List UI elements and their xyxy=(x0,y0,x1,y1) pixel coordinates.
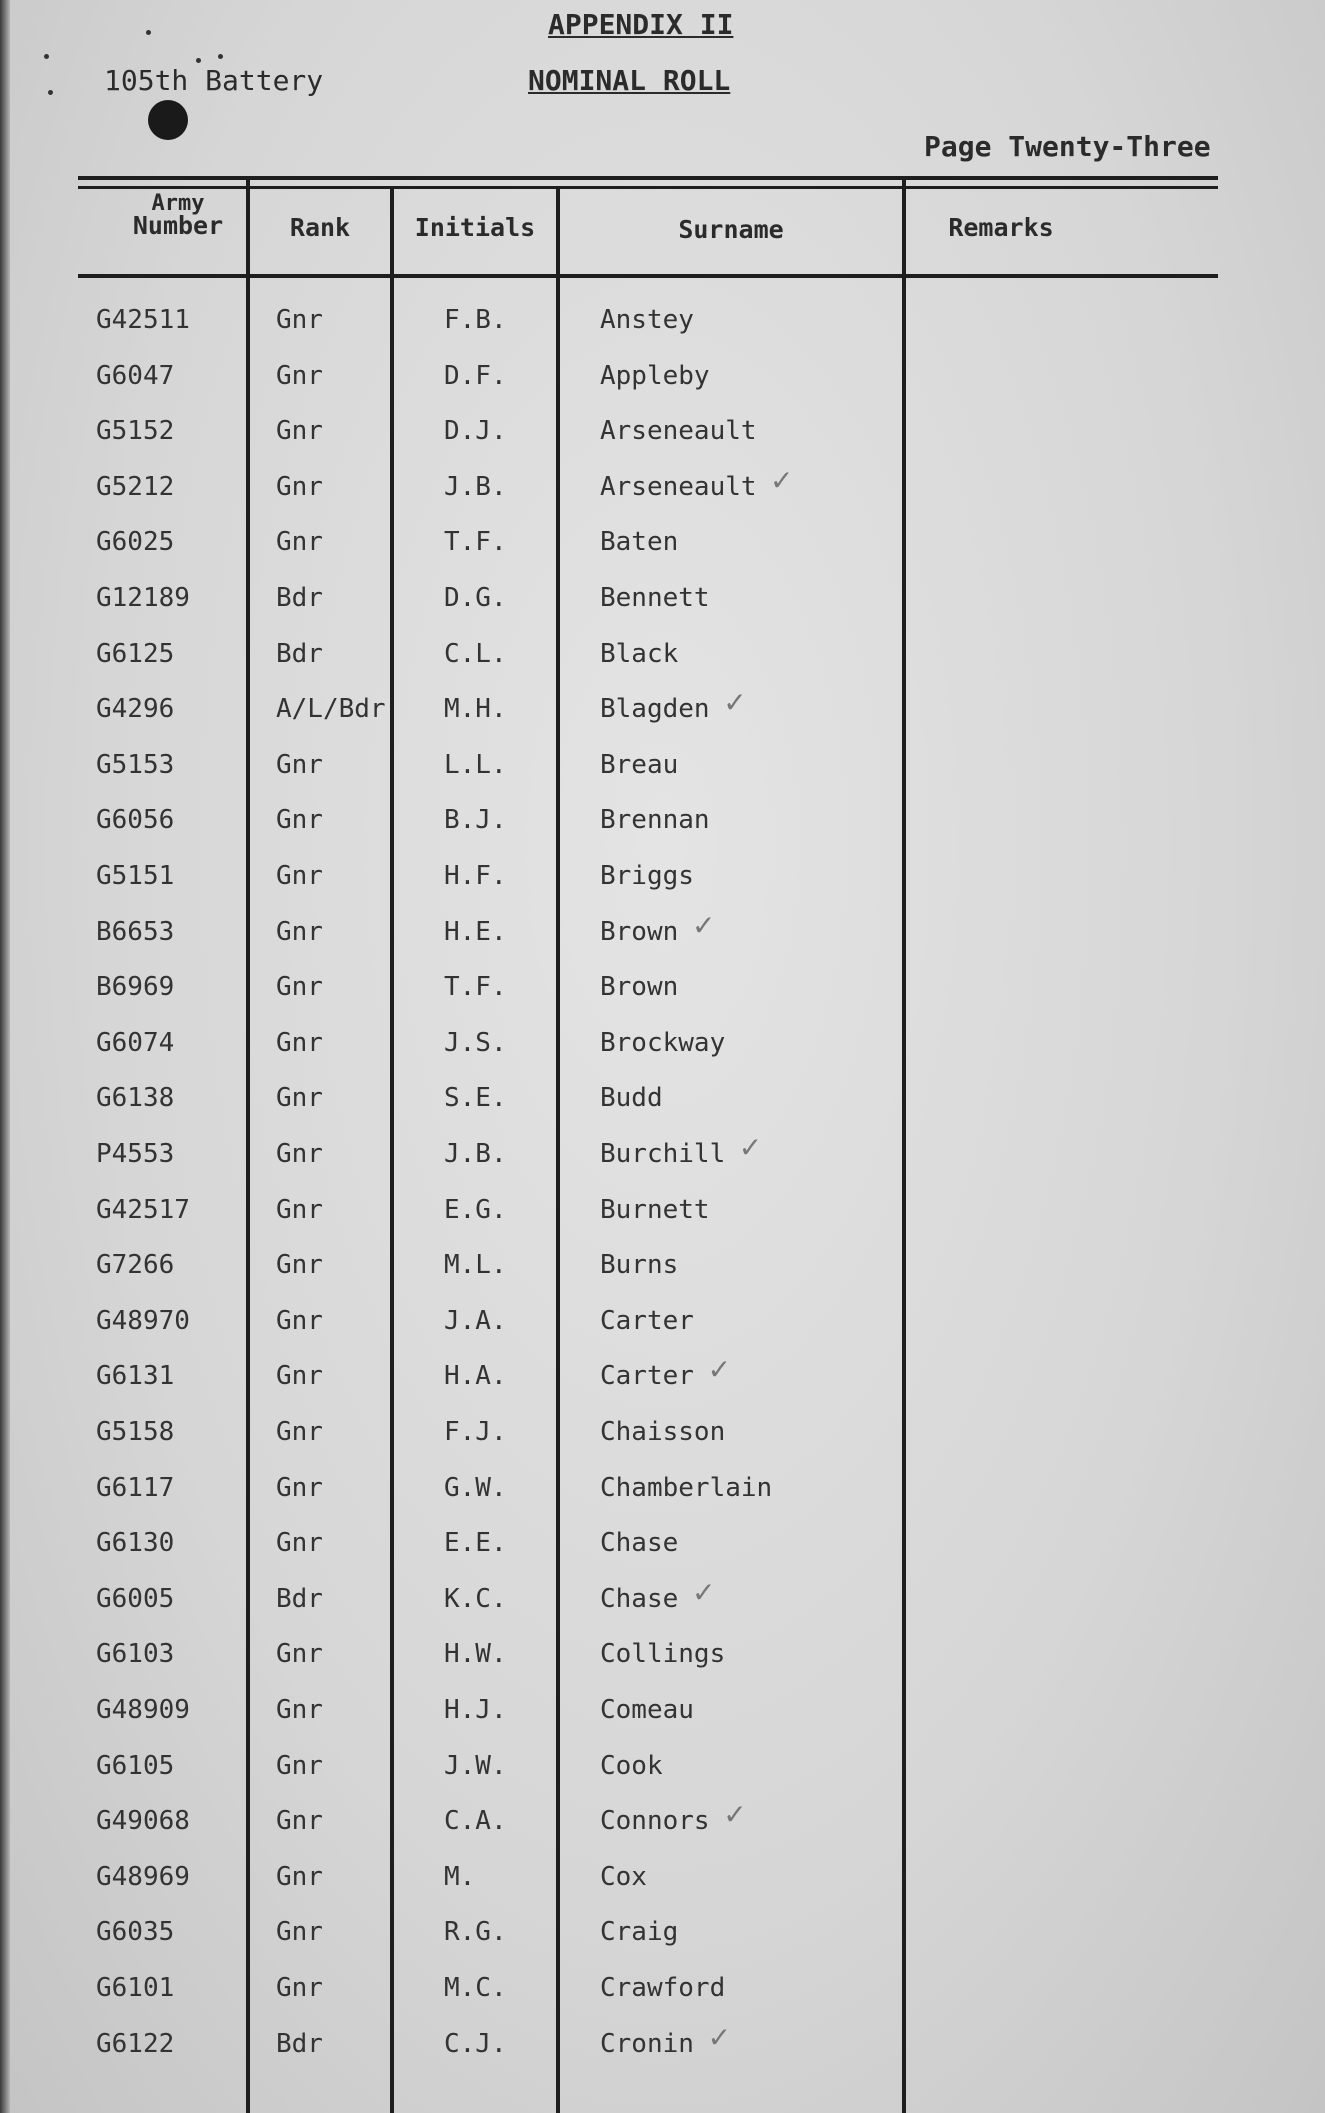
army-number-cell: G5212 xyxy=(96,471,175,502)
table-row xyxy=(0,1306,1325,1360)
surname-cell: Crawford xyxy=(600,1973,726,2003)
initials-cell: B.J. xyxy=(444,805,507,836)
rank-cell: Gnr xyxy=(276,805,323,836)
rank-cell: Gnr xyxy=(276,749,323,780)
army-number-cell: G12189 xyxy=(96,583,190,613)
appendix-heading: APPENDIX II xyxy=(548,8,734,41)
army-number-cell: G5152 xyxy=(96,416,175,447)
table-row xyxy=(0,1973,1325,2027)
surname-cell: Baten xyxy=(600,527,679,558)
table-row xyxy=(0,527,1325,581)
table-row xyxy=(0,2020,1325,2083)
initials-cell: H.A. xyxy=(444,1361,507,1392)
table-row xyxy=(0,305,1325,359)
army-number-cell: G6025 xyxy=(96,527,175,558)
table-row xyxy=(0,1751,1325,1805)
army-number-cell: G5158 xyxy=(96,1417,175,1447)
initials-cell: H.E. xyxy=(444,916,507,947)
army-number-cell: G6005 xyxy=(96,1583,175,1614)
army-number-cell: G6035 xyxy=(96,1917,175,1948)
rank-cell: Gnr xyxy=(276,1917,323,1948)
army-number-cell: G6122 xyxy=(96,2028,175,2059)
rank-cell: Gnr xyxy=(276,1083,323,1114)
army-number-cell: G6130 xyxy=(96,1528,175,1559)
army-number-cell: B6969 xyxy=(96,972,175,1003)
rank-cell: Gnr xyxy=(276,416,323,447)
initials-cell: D.F. xyxy=(444,360,507,391)
table-row xyxy=(0,1695,1325,1749)
table-row xyxy=(0,1131,1325,1193)
army-number-cell: G48909 xyxy=(96,1695,190,1725)
initials-cell: H.F. xyxy=(444,861,507,891)
table-row xyxy=(0,686,1325,748)
initials-cell: J.S. xyxy=(444,1027,507,1058)
army-number-cell: G6103 xyxy=(96,1639,175,1670)
initials-cell: C.J. xyxy=(444,2028,507,2059)
surname-cell: Black xyxy=(600,638,679,669)
table-row xyxy=(0,1195,1325,1249)
army-number-cell: G6047 xyxy=(96,360,175,391)
table-row xyxy=(0,805,1325,859)
surname-cell: Briggs xyxy=(600,861,694,891)
check-mark-icon: ✓ xyxy=(770,463,794,497)
army-number-cell: G5151 xyxy=(96,861,175,891)
initials-cell: M.H. xyxy=(444,694,507,725)
rank-cell: Gnr xyxy=(276,471,323,502)
check-mark-icon: ✓ xyxy=(723,1798,747,1832)
column-header-surname: Surname xyxy=(678,215,784,244)
rank-cell: Gnr xyxy=(276,1639,323,1670)
check-mark-icon: ✓ xyxy=(692,908,716,942)
surname-cell: Chaisson xyxy=(600,1417,726,1447)
table-row xyxy=(0,1575,1325,1638)
rank-cell: Gnr xyxy=(276,1750,323,1781)
initials-cell: C.L. xyxy=(444,638,507,669)
table-row xyxy=(0,1862,1325,1916)
number-label: Number xyxy=(132,211,224,240)
table-row xyxy=(0,1473,1325,1527)
army-number-cell: G6074 xyxy=(96,1027,175,1058)
page-number: Page Twenty-Three xyxy=(924,130,1211,163)
army-number-cell: G42517 xyxy=(96,1194,190,1225)
rank-cell: Gnr xyxy=(276,305,323,335)
surname-cell: Carter xyxy=(600,1361,694,1392)
rank-cell: Gnr xyxy=(276,1472,323,1503)
surname-cell: Budd xyxy=(600,1083,663,1114)
army-number-cell: G6131 xyxy=(96,1361,175,1392)
initials-cell: M.C. xyxy=(444,1973,507,2003)
rank-cell: Gnr xyxy=(276,1361,323,1392)
army-number-cell: B6653 xyxy=(96,916,175,947)
initials-cell: S.E. xyxy=(444,1083,507,1114)
rank-cell: Bdr xyxy=(276,2028,323,2059)
surname-cell: Chase xyxy=(600,1528,679,1559)
table-row xyxy=(0,1798,1325,1860)
table-row xyxy=(0,750,1325,804)
rank-cell: Gnr xyxy=(276,527,323,558)
column-header-remarks: Remarks xyxy=(948,213,1054,242)
army-number-cell: G6056 xyxy=(96,805,175,836)
check-mark-icon: ✓ xyxy=(692,1575,716,1609)
rank-cell: Gnr xyxy=(276,1305,323,1336)
table-row xyxy=(0,463,1325,526)
table-row xyxy=(0,1528,1325,1582)
surname-cell: Bennett xyxy=(600,583,710,613)
rank-cell: Bdr xyxy=(276,1583,323,1614)
surname-cell: Chase xyxy=(600,1583,679,1614)
initials-cell: F.B. xyxy=(444,305,507,335)
initials-cell: H.J. xyxy=(444,1695,507,1725)
rank-cell: Gnr xyxy=(276,1417,323,1447)
table-row xyxy=(0,361,1325,415)
army-number-cell: G6105 xyxy=(96,1750,175,1781)
initials-cell: J.W. xyxy=(444,1750,507,1781)
table-row xyxy=(0,639,1325,693)
army-number-cell: G7266 xyxy=(96,1250,175,1281)
surname-cell: Connors xyxy=(600,1806,710,1837)
army-number-cell: G6101 xyxy=(96,1973,175,2003)
column-header-initials: Initials xyxy=(414,213,536,242)
surname-cell: Breau xyxy=(600,749,679,780)
rank-cell: Gnr xyxy=(276,1806,323,1837)
surname-cell: Collings xyxy=(600,1639,726,1670)
surname-cell: Burns xyxy=(600,1250,679,1281)
surname-cell: Arseneault xyxy=(600,416,757,447)
check-mark-icon: ✓ xyxy=(723,686,747,720)
surname-cell: Cronin xyxy=(600,2028,694,2059)
army-number-cell: G5153 xyxy=(96,749,175,780)
surname-cell: Cox xyxy=(600,1861,647,1892)
initials-cell: E.E. xyxy=(444,1528,507,1559)
table-row xyxy=(0,1917,1325,1971)
initials-cell: H.W. xyxy=(444,1639,507,1670)
check-mark-icon: ✓ xyxy=(707,1353,732,1387)
army-number-cell: G6138 xyxy=(96,1083,175,1114)
army-number-cell: G42511 xyxy=(96,305,190,335)
army-number-cell: G48969 xyxy=(96,1861,190,1892)
surname-cell: Burnett xyxy=(600,1194,710,1225)
table-row xyxy=(0,583,1325,637)
initials-cell: J.A. xyxy=(444,1305,507,1336)
rank-cell: Gnr xyxy=(276,1139,323,1169)
initials-cell: J.B. xyxy=(444,1139,507,1169)
army-number-cell: G6117 xyxy=(96,1472,175,1503)
initials-cell: J.B. xyxy=(444,471,507,502)
column-header-rank: Rank xyxy=(289,213,351,242)
table-row xyxy=(0,1250,1325,1304)
surname-cell: Cook xyxy=(600,1750,663,1781)
army-number-cell: G49068 xyxy=(96,1806,190,1837)
surname-cell: Chamberlain xyxy=(600,1472,773,1503)
surname-cell: Blagden xyxy=(600,694,710,725)
table-row xyxy=(0,861,1325,915)
table-row xyxy=(0,972,1325,1026)
rank-cell: Gnr xyxy=(276,1973,323,2003)
rank-cell: Gnr xyxy=(276,1194,323,1225)
initials-cell: F.J. xyxy=(444,1417,507,1447)
surname-cell: Brown xyxy=(600,916,679,947)
rank-cell: Gnr xyxy=(276,1250,323,1281)
surname-cell: Brown xyxy=(600,972,679,1003)
surname-cell: Anstey xyxy=(600,305,694,335)
rank-cell: Gnr xyxy=(276,861,323,891)
rank-cell: Bdr xyxy=(276,638,323,669)
initials-cell: K.C. xyxy=(444,1583,507,1614)
initials-cell: M.L. xyxy=(444,1250,507,1281)
surname-cell: Brennan xyxy=(600,805,710,836)
punch-hole xyxy=(148,100,188,140)
scan-speck xyxy=(48,90,53,95)
table-row xyxy=(0,416,1325,470)
rank-cell: Gnr xyxy=(276,360,323,391)
rank-cell: Bdr xyxy=(276,583,323,613)
table-row xyxy=(0,1353,1325,1415)
check-mark-icon: ✓ xyxy=(707,2020,732,2054)
table-row xyxy=(0,1028,1325,1082)
table-row xyxy=(0,1639,1325,1693)
battery-label: 105th Battery xyxy=(104,64,324,97)
scan-speck xyxy=(146,30,151,35)
surname-cell: Brockway xyxy=(600,1027,726,1058)
table-row xyxy=(0,1083,1325,1137)
rank-cell: Gnr xyxy=(276,1528,323,1559)
army-label: Army xyxy=(151,191,205,216)
initials-cell: T.F. xyxy=(444,972,507,1003)
initials-cell: T.F. xyxy=(444,527,507,558)
initials-cell: L.L. xyxy=(444,749,507,780)
scan-speck xyxy=(196,58,201,63)
rank-cell: Gnr xyxy=(276,1027,323,1058)
initials-cell: G.W. xyxy=(444,1472,507,1503)
initials-cell: R.G. xyxy=(444,1917,507,1948)
rank-cell: Gnr xyxy=(276,972,323,1003)
army-number-cell: G6125 xyxy=(96,638,175,669)
rank-cell: Gnr xyxy=(276,1695,323,1725)
document-title: NOMINAL ROLL xyxy=(528,64,731,97)
surname-cell: Carter xyxy=(600,1305,694,1336)
rank-cell: A/L/Bdr xyxy=(276,694,386,725)
initials-cell: M. xyxy=(444,1861,476,1892)
table-row xyxy=(0,908,1325,971)
surname-cell: Craig xyxy=(600,1917,679,1948)
rank-cell: Gnr xyxy=(276,1861,323,1892)
initials-cell: D.G. xyxy=(444,583,507,613)
initials-cell: C.A. xyxy=(444,1806,507,1837)
table-row xyxy=(0,1417,1325,1471)
surname-cell: Burchill xyxy=(600,1139,726,1169)
army-number-cell: P4553 xyxy=(96,1139,175,1169)
scan-speck xyxy=(218,54,223,59)
rank-cell: Gnr xyxy=(276,916,323,947)
initials-cell: D.J. xyxy=(444,416,507,447)
surname-cell: Comeau xyxy=(600,1695,694,1725)
initials-cell: E.G. xyxy=(444,1194,507,1225)
army-number-cell: G4296 xyxy=(96,694,175,725)
army-number-cell: G48970 xyxy=(96,1305,190,1336)
surname-cell: Arseneault xyxy=(600,471,757,502)
column-header-army-number xyxy=(110,191,246,240)
check-mark-icon: ✓ xyxy=(738,1131,763,1164)
surname-cell: Appleby xyxy=(600,360,710,391)
scan-speck xyxy=(44,54,49,59)
